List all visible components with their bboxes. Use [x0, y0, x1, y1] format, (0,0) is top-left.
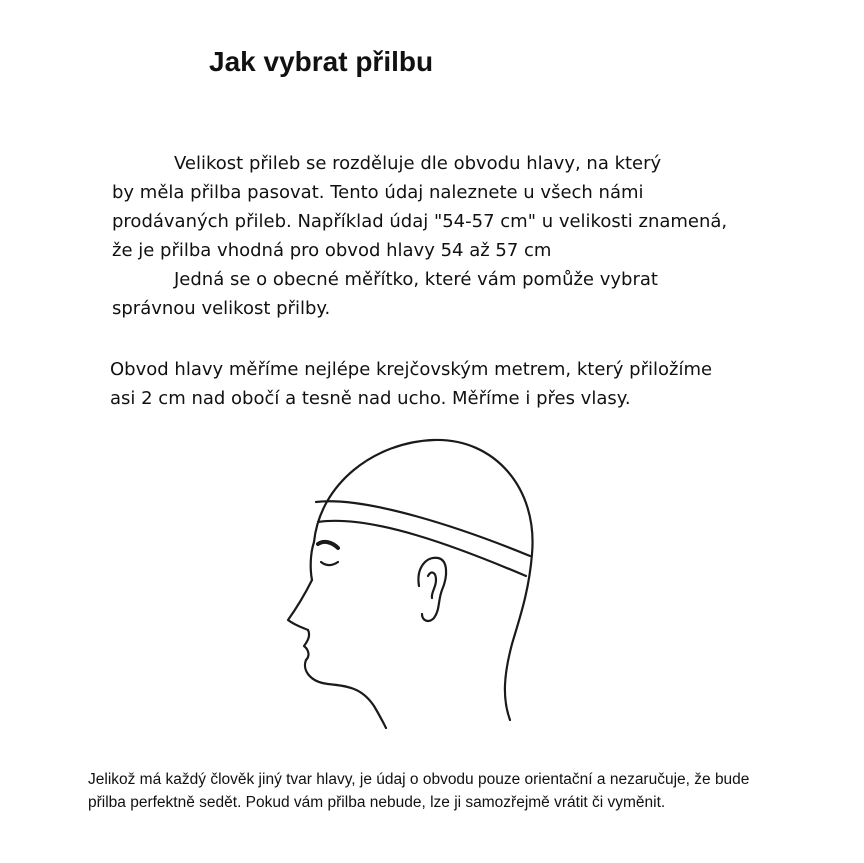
ear	[418, 558, 446, 621]
measurement-instructions-paragraph	[110, 355, 712, 413]
head-outline	[314, 440, 533, 720]
page-title: Jak vybrat přilbu	[209, 46, 434, 77]
head-measurement-icon	[276, 430, 576, 730]
paragraph-line: Obvod hlavy měříme nejlépe krejčovským metrem, který přiložíme	[110, 359, 713, 380]
paragraph-line: asi 2 cm nad obočí a tesně nad ucho. Měříme i přes vlasy.	[110, 388, 631, 409]
paragraph-line: správnou velikost přilby.	[112, 298, 331, 319]
measuring-tape-top	[316, 501, 530, 556]
footer-line: Jelikož má každý člověk jiný tvar hlavy, je údaj o obvodu pouze orientační a nezaručuje, že bude	[88, 771, 750, 788]
size-explanation-paragraph	[112, 149, 727, 323]
forehead-outline	[311, 542, 314, 580]
paragraph-line: že je přilba vhodná pro obvod hlavy 54 až 57 cm	[112, 240, 552, 261]
ear-inner	[428, 573, 436, 598]
footer-line: přilba perfektně sedět. Pokud vám přilba nebude, lze ji samozřejmě vrátit či vyměnit.	[88, 794, 666, 811]
paragraph-line: Velikost přileb se rozděluje dle obvodu hlavy, na který	[174, 153, 662, 174]
lips-outline	[304, 630, 309, 660]
paragraph-line: prodávaných přileb. Například údaj "54-57 cm" u velikosti znamená,	[112, 211, 728, 232]
paragraph-line: Jedná se o obecné měřítko, které vám pomůže vybrat	[174, 269, 658, 290]
eyebrow	[318, 542, 338, 548]
eye	[321, 562, 338, 565]
disclaimer-footer	[88, 768, 749, 814]
nose-outline	[288, 580, 312, 630]
paragraph-line: by měla přilba pasovat. Tento údaj naleznete u všech námi	[112, 182, 644, 203]
chin-outline	[305, 660, 386, 728]
